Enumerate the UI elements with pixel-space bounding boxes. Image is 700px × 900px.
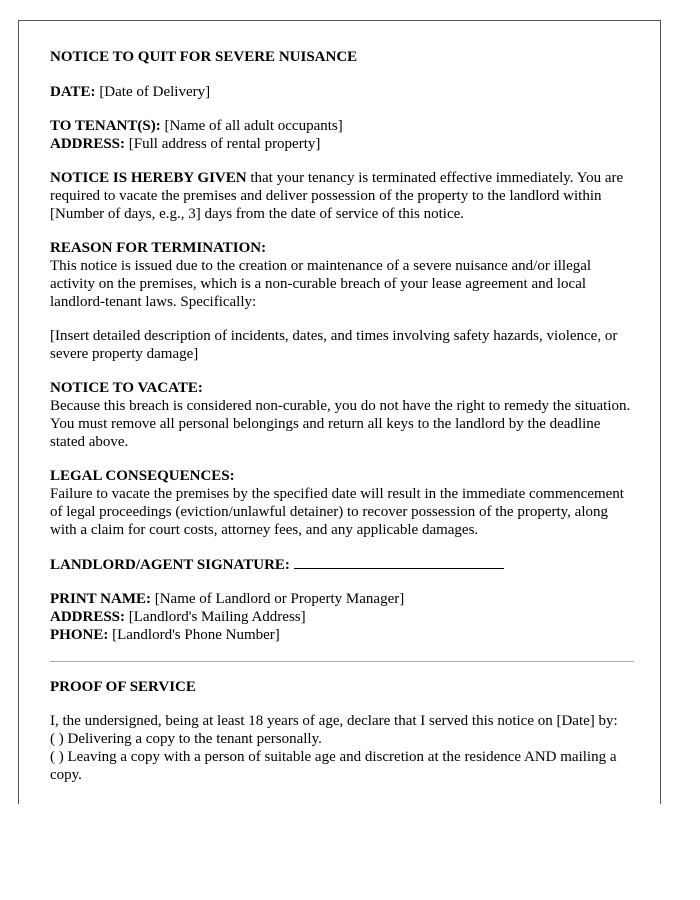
date-label: DATE: xyxy=(50,84,96,100)
tenant-value: [Name of all adult occupants] xyxy=(160,118,343,134)
consequences-section xyxy=(50,467,634,539)
reason-section xyxy=(50,239,634,311)
reason-heading: REASON FOR TERMINATION: xyxy=(50,240,267,256)
address-value: [Full address of rental property] xyxy=(125,136,321,152)
landlord-block xyxy=(50,590,634,644)
signature-blank xyxy=(294,555,504,569)
notice-text: that your tenancy is terminated effective immediately. You are required to vacate the premises and deliver possession of the property to the landlord within [Number of days, e.g., 3] days from the date of service of this notice. xyxy=(50,170,624,222)
signature-label: LANDLORD/AGENT SIGNATURE: xyxy=(50,557,290,573)
consequences-text: Failure to vacate the premises by the specified date will result in the immediate commencement of legal proceedings (eviction/unlawful detainer) to recover possession of the property, along with a claim for court costs, attorney fees, and any applicable damages. xyxy=(50,486,624,538)
notice-paragraph xyxy=(50,169,634,223)
tenant-block xyxy=(50,117,634,153)
tenant-line xyxy=(50,117,634,135)
date-value: [Date of Delivery] xyxy=(95,84,211,100)
phone-line xyxy=(50,626,634,644)
date-line xyxy=(50,83,634,101)
address-label: ADDRESS: xyxy=(50,136,126,152)
phone-value: [Landlord's Phone Number] xyxy=(108,627,280,643)
print-name-label: PRINT NAME: xyxy=(50,591,151,607)
proof-intro: I, the undersigned, being at least 18 years of age, declare that I served this notice on [Date] by: xyxy=(50,713,618,729)
vacate-section xyxy=(50,379,634,451)
section-divider xyxy=(50,661,634,662)
proof-section xyxy=(50,712,634,784)
landlord-address-value: [Landlord's Mailing Address] xyxy=(125,609,306,625)
notice-label: NOTICE IS HEREBY GIVEN xyxy=(50,170,247,186)
vacate-text: Because this breach is considered non-curable, you do not have the right to remedy the situation. You must remove all personal belongings and return all keys to the landlord by the deadline stated above. xyxy=(50,398,631,450)
print-name-value: [Name of Landlord or Property Manager] xyxy=(150,591,405,607)
landlord-address-label: ADDRESS: xyxy=(50,609,126,625)
proof-option-substitute: ( ) Leaving a copy with a person of suitable age and discretion at the residence AND mailing a copy. xyxy=(50,749,617,783)
reason-details: [Insert detailed description of incidents, dates, and times involving safety hazards, violence, or severe property damage] xyxy=(50,328,618,362)
print-name-line xyxy=(50,590,634,608)
reason-text: This notice is issued due to the creation or maintenance of a severe nuisance and/or illegal activity on the premises, which is a non-curable breach of your lease agreement and local landlord-tenant laws. Specifically: xyxy=(50,258,592,310)
document-title: NOTICE TO QUIT FOR SEVERE NUISANCE xyxy=(50,49,358,65)
proof-heading: PROOF OF SERVICE xyxy=(50,679,196,695)
document-body xyxy=(50,48,634,800)
signature-line xyxy=(50,555,634,574)
vacate-heading: NOTICE TO VACATE: xyxy=(50,380,203,396)
proof-option-personal: ( ) Delivering a copy to the tenant personally. xyxy=(50,731,322,747)
consequences-heading: LEGAL CONSEQUENCES: xyxy=(50,468,235,484)
document-page xyxy=(18,20,661,804)
tenant-label: TO TENANT(S): xyxy=(50,118,161,134)
phone-label: PHONE: xyxy=(50,627,109,643)
landlord-address-line xyxy=(50,608,634,626)
address-line xyxy=(50,135,634,153)
